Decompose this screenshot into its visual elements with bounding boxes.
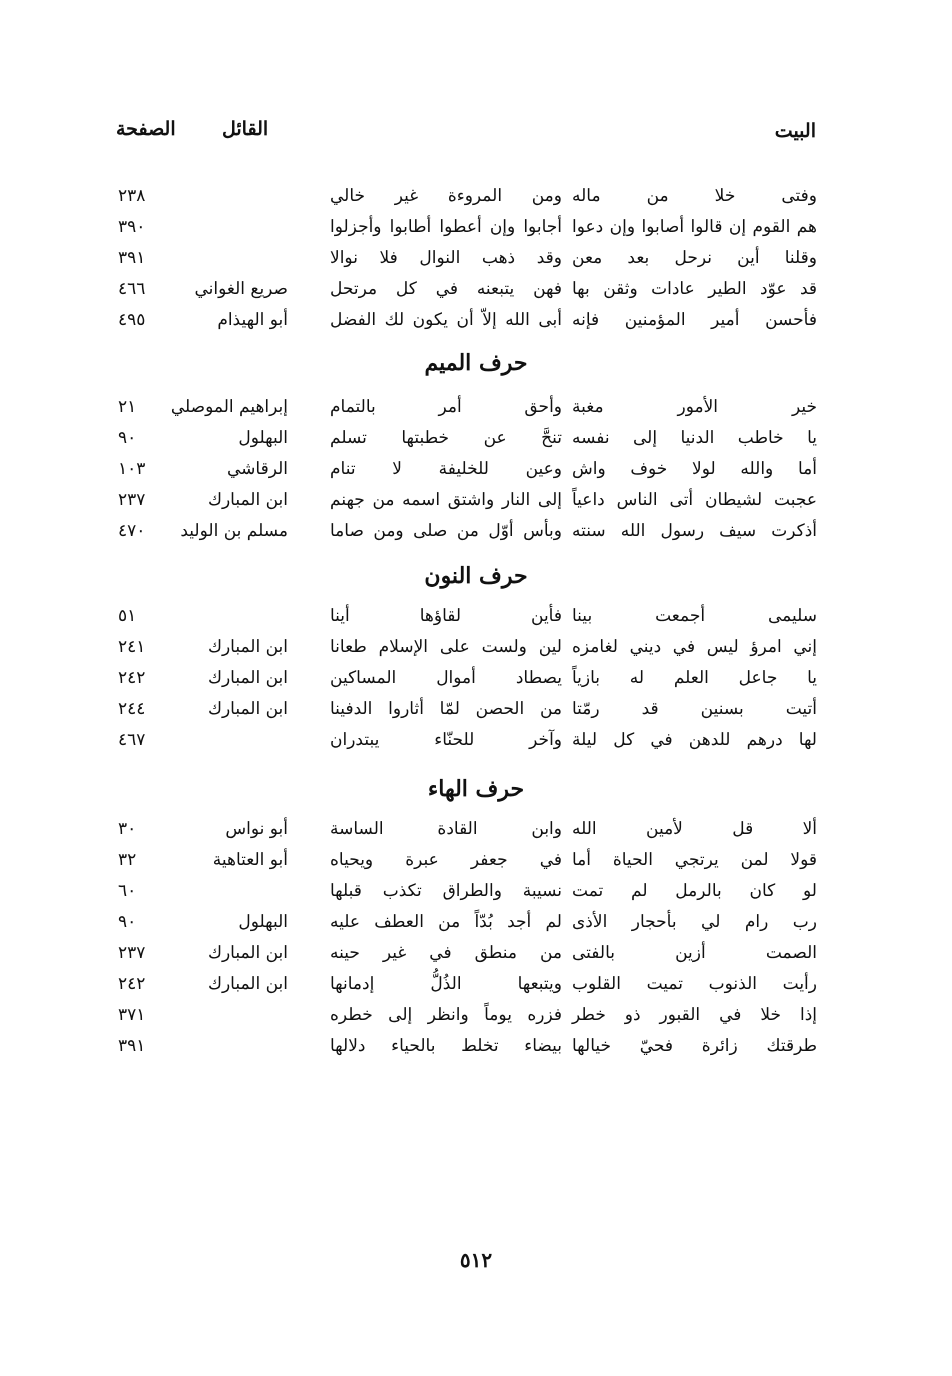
second-hemistich: ويتبعها الذُلُّ إدمانها	[330, 974, 562, 994]
second-hemistich: أجابوا وإن أعطوا أطابوا وأجزلوا	[330, 217, 562, 237]
poet-name: البهلول	[238, 912, 288, 932]
page-ref: ٢٤٢	[118, 974, 146, 994]
poet-name: ابن المبارك	[207, 637, 288, 657]
page-ref: ٢٤١	[118, 637, 146, 657]
page-number: ٥١٢	[459, 1248, 493, 1272]
first-hemistich: قولا لمن يرتجي الحياة أما	[572, 850, 817, 870]
page-ref: ٢١	[118, 397, 137, 417]
index-row	[0, 850, 952, 880]
index-row	[0, 397, 952, 427]
poet-name: ابن المبارك	[207, 974, 288, 994]
index-row	[0, 428, 952, 458]
page-ref: ٣٧١	[118, 1005, 146, 1025]
first-hemistich: رب رام لي بأحجار الأذى	[572, 912, 817, 932]
poet-name: إبراهيم الموصلي	[170, 397, 288, 417]
column-header	[0, 118, 952, 148]
first-hemistich: وقلنا أين نرحل بعد معن	[572, 248, 817, 268]
first-hemistich: رأيت الذنوب تميت القلوب	[572, 974, 817, 994]
index-row	[0, 699, 952, 729]
index-row	[0, 730, 952, 760]
index-row	[0, 490, 952, 520]
poet-name: البهلول	[238, 428, 288, 448]
index-row	[0, 521, 952, 551]
first-hemistich: خير الأمور مغبة	[572, 397, 817, 417]
page-ref: ٤٦٧	[118, 730, 146, 750]
page-ref: ٢٣٧	[118, 943, 146, 963]
second-hemistich: من الحصن لمّا أثاروا الدفينا	[330, 699, 562, 719]
poet-name: مسلم بن الوليد	[180, 521, 288, 541]
index-row	[0, 974, 952, 1004]
page-ref: ٦٠	[118, 881, 137, 901]
index-row	[0, 943, 952, 973]
page-ref: ٢٣٧	[118, 490, 146, 510]
first-hemistich: أتيت بسنين قد رمّتا	[572, 699, 817, 719]
poet-name: أبو نواس	[225, 819, 288, 839]
index-row	[0, 186, 952, 216]
first-hemistich: إني امرؤ ليس في ديني لغامزه	[572, 637, 817, 657]
page-ref: ٤٧٠	[118, 521, 146, 541]
second-hemistich: فزره يوماً وانظر إلى خطره	[330, 1005, 562, 1025]
poet-name: أبو الهيذام	[217, 310, 288, 330]
second-hemistich: بيضاء تخلط بالحياء دلالها	[330, 1036, 562, 1056]
second-hemistich: وأحق أمر بالتمام	[330, 397, 562, 417]
first-hemistich: يا جاعل العلم له بازياً	[572, 668, 817, 688]
index-row	[0, 310, 952, 340]
index-row	[0, 668, 952, 698]
index-row	[0, 912, 952, 942]
second-hemistich: نسيبة والطراق تكذب قبلها	[330, 881, 562, 901]
first-hemistich: إذا خلا في القبور ذو خطر	[572, 1005, 817, 1025]
page-ref: ٣٩١	[118, 1036, 146, 1056]
second-hemistich: من منطق في غير حينه	[330, 943, 562, 963]
page-ref: ٣٠	[118, 819, 137, 839]
page-ref: ٣٩٠	[118, 217, 146, 237]
second-hemistich: أبى الله إلاّ أن يكون لك الفضل	[330, 310, 562, 330]
second-hemistich: إلى النار واشتق اسمه من جهنم	[330, 490, 562, 510]
second-hemistich: فأين لقاؤها أينا	[330, 606, 562, 626]
poet-name: الرقاشي	[226, 459, 288, 479]
section-title: حرف الميم	[424, 350, 528, 376]
page-ref: ٢٤٢	[118, 668, 146, 688]
index-row	[0, 1036, 952, 1066]
first-hemistich: قد عوّد الطير عادات وثقن بها	[572, 279, 817, 299]
page-ref: ٤٩٥	[118, 310, 146, 330]
first-hemistich: وفتى خلا من ماله	[572, 186, 817, 206]
page-ref: ١٠٣	[118, 459, 146, 479]
first-hemistich: عجبت لشيطان أتى الناس داعياً	[572, 490, 817, 510]
second-hemistich: لم أجد بُدّاً من العطف عليه	[330, 912, 562, 932]
first-hemistich: لو كان بالرمل لم تمت	[572, 881, 817, 901]
page-ref: ٢٤٤	[118, 699, 146, 719]
index-row	[0, 279, 952, 309]
index-row	[0, 248, 952, 278]
first-hemistich: أذكرت سيف رسول الله سنته	[572, 521, 817, 541]
page-ref: ٥١	[118, 606, 137, 626]
page-ref: ٤٦٦	[118, 279, 146, 299]
poet-name: ابن المبارك	[207, 668, 288, 688]
first-hemistich: طرقتك زائرة فحيّ خيالها	[572, 1036, 817, 1056]
second-hemistich: في جعفر عبرة ويحياه	[330, 850, 562, 870]
poet-name: ابن المبارك	[207, 490, 288, 510]
header-verse: البيت	[774, 120, 816, 142]
page-ref: ٣٩١	[118, 248, 146, 268]
first-hemistich: الصمت أزين بالفتى	[572, 943, 817, 963]
section-title: حرف الهاء	[427, 776, 525, 802]
second-hemistich: لين ولست على الإسلام طعانا	[330, 637, 562, 657]
index-row	[0, 881, 952, 911]
page-ref: ٢٣٨	[118, 186, 146, 206]
first-hemistich: لها درهم للدهن في كل ليلة	[572, 730, 817, 750]
poet-name: ابن المبارك	[207, 699, 288, 719]
page-ref: ٣٢	[118, 850, 137, 870]
first-hemistich: أما والله لولا خوف واش	[572, 459, 817, 479]
first-hemistich: يا خاطب الدنيا إلى نفسه	[572, 428, 817, 448]
first-hemistich: ألا قل لأمين الله	[572, 819, 817, 839]
second-hemistich: ومن المروءة غير خالي	[330, 186, 562, 206]
second-hemistich: يصطاد أموال المساكين	[330, 668, 562, 688]
second-hemistich: وعين للخليفة لا تنام	[330, 459, 562, 479]
first-hemistich: سليمى أجمعت بينا	[572, 606, 817, 626]
index-row	[0, 606, 952, 636]
second-hemistich: فهن يتبعنه في كل مرتحل	[330, 279, 562, 299]
second-hemistich: وبأس أوّل من صلى ومن صاما	[330, 521, 562, 541]
poet-name: صريع الغواني	[194, 279, 288, 299]
page-ref: ٩٠	[118, 428, 137, 448]
page-ref: ٩٠	[118, 912, 137, 932]
second-hemistich: وقد ذهب النوال فلا نوالا	[330, 248, 562, 268]
header-poet: القائل	[222, 118, 269, 140]
section-title: حرف النون	[424, 563, 528, 589]
header-page: الصفحة	[116, 118, 176, 140]
poet-name: ابن المبارك	[207, 943, 288, 963]
index-row	[0, 1005, 952, 1035]
index-row	[0, 637, 952, 667]
second-hemistich: وابن القادة الساسة	[330, 819, 562, 839]
second-hemistich: وآخر للحنّاء يبتدران	[330, 730, 562, 750]
first-hemistich: هم القوم إن قالوا أصابوا وإن دعوا	[572, 217, 817, 237]
index-row	[0, 217, 952, 247]
poet-name: أبو العتاهية	[212, 850, 288, 870]
index-row	[0, 459, 952, 489]
second-hemistich: تنحَّ عن خطبتها تسلم	[330, 428, 562, 448]
index-row	[0, 819, 952, 849]
first-hemistich: فأحسن أمير المؤمنين فإنه	[572, 310, 817, 330]
